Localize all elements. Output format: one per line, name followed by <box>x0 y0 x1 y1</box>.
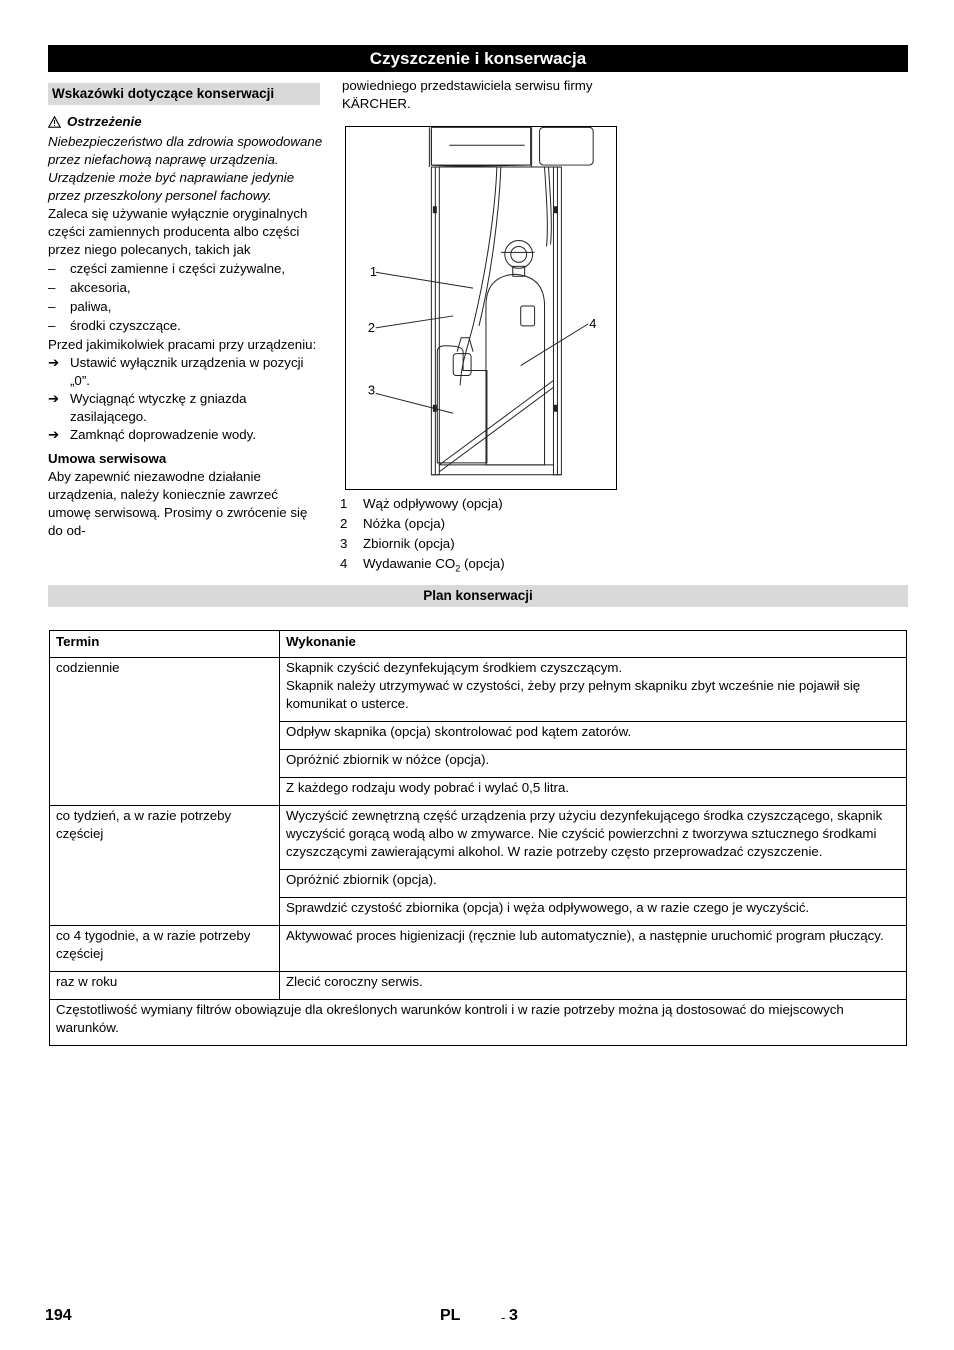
legend-item: 3 Zbiornik (opcja) <box>340 536 455 551</box>
table-footnote: Częstotliwość wymiany filtrów obowiązuje dla określonych warunków kontroli i w razie potrzeby można ją dostosować do miejscowych warunków. <box>50 1000 907 1046</box>
recommend-text: Zaleca się używanie wyłącznie oryginalnych części zamiennych producenta albo części przez niego polecanych, takich jak <box>48 206 308 257</box>
callout-4: 4 <box>589 315 597 331</box>
arrow-right-icon: ➔ <box>48 391 60 406</box>
action-cell: Opróżnić zbiornik (opcja). <box>280 870 907 898</box>
list-item: – akcesoria, <box>48 280 131 295</box>
footer-separator: - <box>501 1310 506 1325</box>
callout-2: 2 <box>367 319 376 335</box>
warning-triangle-icon <box>48 116 61 128</box>
steps-list <box>48 354 323 444</box>
list-item: – paliwa, <box>48 299 112 314</box>
column-header-action: Wykonanie <box>280 631 907 658</box>
callout-1: 1 <box>369 264 377 280</box>
step-item: ➔ Wyciągnąć wtyczkę z gniazda zasilającego. <box>48 391 247 424</box>
action-cell: Aktywować proces higienizacji (ręcznie lub automatycznie), a następnie uruchomić program płuczący. <box>280 926 907 972</box>
maintenance-tips-heading: Wskazówki dotyczące konserwacji <box>48 83 320 105</box>
term-cell: co tydzień, a w razie potrzeby częściej <box>50 806 280 926</box>
language-code: PL <box>440 1307 461 1324</box>
figure-legend <box>340 494 640 574</box>
table-row <box>50 806 907 870</box>
warning-text: Niebezpieczeństwo dla zdrowia spowodowane przez niefachową naprawę urządzenia. Urządzenie może być naprawiane jedynie przez przeszkolony personel fachowy. <box>48 134 323 203</box>
maintenance-plan-table <box>49 630 907 1046</box>
action-cell: Sprawdzić czystość zbiornika (opcja) i węża odpływowego, a w razie czego je wyczyścić. <box>280 898 907 926</box>
action-cell: Skapnik czyścić dezynfekującym środkiem czyszczącym. Skapnik należy utrzymywać w czystości, żeby przy pełnym skapniku zbyt wcześnie nie pojawił się komunikat o usterce. <box>280 658 907 722</box>
action-cell: Opróżnić zbiornik w nóżce (opcja). <box>280 750 907 778</box>
step-item: ➔ Ustawić wyłącznik urządzenia w pozycji „0”. <box>48 355 304 388</box>
section-title: Czyszczenie i konserwacja <box>48 45 908 72</box>
table-row <box>50 926 907 972</box>
service-contract-text-continued: powiedniego przedstawiciela serwisu firmy KÄRCHER. <box>342 78 593 111</box>
action-cell: Wyczyścić zewnętrzną część urządzenia przy użyciu dezynfekującego środka czyszczącego, skapnik wyczyścić gorącą wodą albo w zmywarce. Nie czyścić powierzchni z tworzywa sztucznego środkami czyszczącymi zawierającymi alkohol. W razie potrzeby często przeprowadzać czyszczenie. <box>280 806 907 870</box>
table-footnote-row <box>50 1000 907 1046</box>
legend-item: 4 Wydawanie $CO_2$ (opcja) <box>340 556 505 574</box>
action-cell: Z każdego rodzaju wody pobrać i wylać 0,5 litra. <box>280 778 907 806</box>
page-number: 194 <box>45 1307 72 1324</box>
left-column <box>48 110 323 540</box>
term-cell: raz w roku <box>50 972 280 1000</box>
table-row <box>50 658 907 722</box>
list-item: – środki czyszczące. <box>48 318 181 333</box>
arrow-right-icon: ➔ <box>48 355 60 370</box>
table-row <box>50 972 907 1000</box>
column-header-term: Termin <box>50 631 280 658</box>
action-cell: Zlecić coroczny serwis. <box>280 972 907 1000</box>
service-contract-text: Aby zapewnić niezawodne działanie urządzenia, należy koniecznie zawrzeć umowę serwisową. Prosimy o zwrócenie się do od- <box>48 469 308 538</box>
parts-list <box>48 260 323 336</box>
legend-item: 2 Nóżka (opcja) <box>340 516 446 531</box>
device-figure <box>345 126 617 490</box>
before-work-text: Przed jakimikolwiek pracami przy urządzeniu: <box>48 337 317 352</box>
term-cell: co 4 tygodnie, a w razie potrzeby częściej <box>50 926 280 972</box>
table-header-row <box>50 631 907 658</box>
section-page-number: 3 <box>509 1307 518 1324</box>
maintenance-plan-heading: Plan konserwacji <box>48 585 908 607</box>
warning-line <box>48 113 323 131</box>
term-cell: codziennie <box>50 658 280 806</box>
list-item: – części zamienne i części zużywalne, <box>48 261 286 276</box>
action-cell: Odpływ skapnika (opcja) skontrolować pod kątem zatorów. <box>280 722 907 750</box>
warning-label: Ostrzeżenie <box>67 114 142 129</box>
step-item: ➔ Zamknąć doprowadzenie wody. <box>48 427 257 442</box>
service-contract-heading: Umowa serwisowa <box>48 451 167 466</box>
legend-item: 1 Wąż odpływowy (opcja) <box>340 496 503 511</box>
callout-3: 3 <box>367 382 376 398</box>
arrow-right-icon: ➔ <box>48 427 60 442</box>
